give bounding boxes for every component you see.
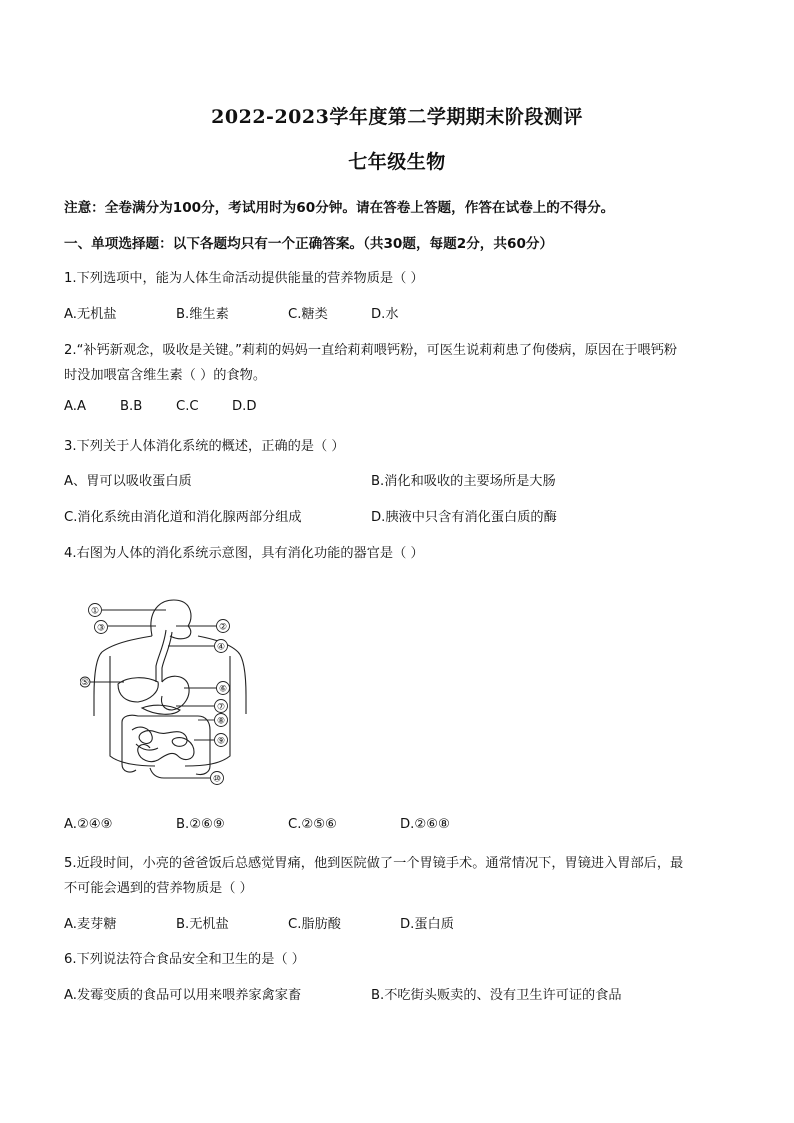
question-4-option-a: A.②④⑨ xyxy=(64,817,113,832)
question-1-option-c: C.糖类 xyxy=(288,307,328,322)
digestive-system-diagram xyxy=(80,596,260,786)
section-heading: 一、单项选择题：以下各题均只有一个正确答案。（共30题，每题2分，共60分） xyxy=(64,236,554,252)
question-4-stem: 4.右图为人体的消化系统示意图，具有消化功能的器官是（ ） xyxy=(64,546,424,561)
question-1-option-d: D.水 xyxy=(371,307,399,322)
question-1-option-a: A.无机盐 xyxy=(64,307,117,322)
diagram-label-7: ⑦ xyxy=(216,702,226,713)
question-6-option-a: A.发霉变质的食品可以用来喂养家禽家畜 xyxy=(64,988,302,1003)
question-2-stem-line1: 2.“补钙新观念，吸收是关键。”莉莉的妈妈一直给莉莉喂钙粉，可医生说莉莉患了佝偻病，原因在于喂钙粉 xyxy=(64,343,678,358)
exam-subtitle: 七年级生物 xyxy=(348,151,446,173)
question-2-option-d: D.D xyxy=(232,399,257,414)
question-5-stem-line1: 5.近段时间，小亮的爸爸饭后总感觉胃痛，他到医院做了一个胃镜手术。通常情况下，胃镜进入胃部后，最 xyxy=(64,856,684,871)
question-5-option-a: A.麦芽糖 xyxy=(64,917,117,932)
question-3-option-d: D.胰液中只含有消化蛋白质的酶 xyxy=(371,510,557,525)
diagram-label-2: ② xyxy=(218,622,228,633)
exam-title: 2022-2023学年度第二学期期末阶段测评 xyxy=(211,106,583,128)
question-3-option-b: B.消化和吸收的主要场所是大肠 xyxy=(371,474,556,489)
diagram-label-5: ⑤ xyxy=(80,678,90,688)
question-3-option-c: C.消化系统由消化道和消化腺两部分组成 xyxy=(64,510,302,525)
question-2-option-a: A.A xyxy=(64,399,87,414)
question-2-option-c: C.C xyxy=(176,399,199,414)
question-2-option-b: B.B xyxy=(120,399,143,414)
diagram-label-4: ④ xyxy=(216,642,226,653)
question-3-stem: 3.下列关于人体消化系统的概述，正确的是（ ） xyxy=(64,439,345,454)
question-1-option-b: B.维生素 xyxy=(176,307,229,322)
question-5-option-c: C.脂肪酸 xyxy=(288,917,341,932)
question-5-option-b: B.无机盐 xyxy=(176,917,229,932)
question-4-option-b: B.②⑥⑨ xyxy=(176,817,225,832)
question-6-stem: 6.下列说法符合食品安全和卫生的是（ ） xyxy=(64,952,305,967)
question-5-stem-line2: 不可能会遇到的营养物质是（ ） xyxy=(64,881,253,896)
question-4-option-d: D.②⑥⑧ xyxy=(400,817,450,832)
question-2-stem-line2: 时没加喂富含维生素（ ）的食物。 xyxy=(64,368,267,383)
question-5-option-d: D.蛋白质 xyxy=(400,917,454,932)
diagram-label-10: ⑩ xyxy=(212,774,222,785)
question-3-option-a: A、胃可以吸收蛋白质 xyxy=(64,474,192,489)
diagram-label-1: ① xyxy=(90,606,100,617)
exam-notice: 注意：全卷满分为100分，考试用时为60分钟。请在答卷上答题，作答在试卷上的不得分。 xyxy=(64,200,615,216)
diagram-label-6: ⑥ xyxy=(218,684,228,695)
diagram-label-3: ③ xyxy=(96,623,106,634)
question-6-option-b: B.不吃街头贩卖的、没有卫生许可证的食品 xyxy=(371,988,622,1003)
question-4-option-c: C.②⑤⑥ xyxy=(288,817,337,832)
diagram-label-8: ⑧ xyxy=(216,716,226,727)
question-1-stem: 1.下列选项中，能为人体生命活动提供能量的营养物质是（ ） xyxy=(64,271,424,286)
diagram-label-9: ⑨ xyxy=(216,736,226,747)
